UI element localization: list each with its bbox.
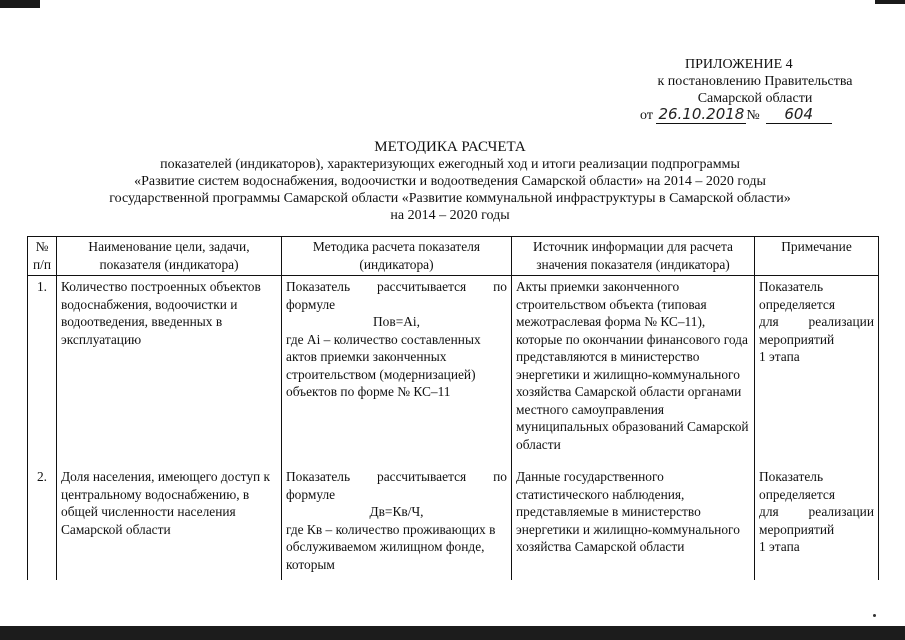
information-source: Акты приемки законченного строительством объекта (типовая межотраслевая форма № КС–11), которые по окончании финансового года представляются в министерство энергетики и жилищно-коммунального хозяйства Самарской области органами местного самоуправления муниципальных образований Самарской области xyxy=(512,276,755,467)
table-header-row xyxy=(28,237,879,276)
calculation-method xyxy=(282,466,512,580)
row-number: 1. xyxy=(28,276,57,467)
note xyxy=(755,276,879,467)
handwritten-number: 604 xyxy=(766,106,832,124)
heading-line: «Развитие систем водоснабжения, водоочистки и водоотведения Самарской области» на 2014 – 2020 годы xyxy=(134,174,766,189)
note-line: для реализации xyxy=(759,504,874,519)
annex-resolution-line: к постановлению Правительства xyxy=(657,74,853,89)
note-line: для реализации xyxy=(759,314,874,329)
indicator-name: Количество построенных объектов водоснабжения, водоочистки и водоотведения, введенных в эксплуатацию xyxy=(57,276,282,467)
annex-header xyxy=(640,56,870,107)
scan-corner-mark xyxy=(0,0,40,8)
note-line: мероприятий xyxy=(759,331,835,347)
note-line: определяется xyxy=(759,486,835,502)
scan-bottom-edge xyxy=(0,626,905,640)
page-title: МЕТОДИКА РАСЧЕТА xyxy=(374,139,526,155)
method-intro-cont: формуле xyxy=(286,296,336,312)
method-intro: Показатель рассчитывается по xyxy=(286,279,507,294)
note-line: 1 этапа xyxy=(759,539,800,554)
note-line: Показатель xyxy=(759,279,824,294)
note-line: 1 этапа xyxy=(759,349,800,364)
scan-corner-mark-right xyxy=(875,0,905,4)
number-label: № xyxy=(746,108,760,123)
note-line: определяется xyxy=(759,296,835,312)
table-row xyxy=(28,466,879,580)
method-formula: Пов=Аi, xyxy=(373,314,420,329)
col-header-note: Примечание xyxy=(755,237,879,276)
indicator-name: Доля населения, имеющего доступ к центральному водоснабжению, в общей численности населения Самарской области xyxy=(57,466,282,580)
col-header-name: Наименование цели, задачи, показателя (индикатора) xyxy=(57,237,282,276)
method-intro-cont: формуле xyxy=(286,486,336,502)
row-number: 2. xyxy=(28,466,57,580)
information-source: Данные государственного статистического наблюдения, представляемые в министерство энергетики и жилищно-коммунального хозяйства Самарской области xyxy=(512,466,755,580)
annex-title: ПРИЛОЖЕНИЕ 4 xyxy=(685,57,793,72)
methodology-table xyxy=(27,236,879,580)
scan-speck xyxy=(873,614,876,617)
note-line: Показатель xyxy=(759,469,824,484)
col-header-source: Источник информации для расчета значения показателя (индикатора) xyxy=(512,237,755,276)
note xyxy=(755,466,879,580)
heading-line: показателей (индикаторов), характеризующих ежегодный ход и итоги реализации подпрограммы xyxy=(160,157,740,172)
method-text: где Кв – количество проживающих в обслуживаемом жилищном фонде, которым xyxy=(286,521,496,572)
annex-date-line xyxy=(640,106,832,124)
method-text: где Аi – количество составленных актов приемки законченных строительством (модернизацией) объектов по форме № КС–11 xyxy=(286,331,481,399)
col-header-num: № п/п xyxy=(28,237,57,276)
annex-region-line: Самарской области xyxy=(697,91,813,106)
calculation-method xyxy=(282,276,512,467)
handwritten-date: 26.10.2018 xyxy=(658,105,745,123)
date-prefix: от xyxy=(640,108,653,123)
document-heading xyxy=(40,139,860,224)
note-line: мероприятий xyxy=(759,521,835,537)
heading-line: государственной программы Самарской области «Развитие коммунальной инфраструктуры в Самарской области» xyxy=(109,191,791,206)
method-intro: Показатель рассчитывается по xyxy=(286,469,507,484)
col-header-method: Методика расчета показателя (индикатора) xyxy=(282,237,512,276)
heading-line: на 2014 – 2020 годы xyxy=(390,208,510,223)
table-row xyxy=(28,276,879,467)
method-formula: Дв=Кв/Ч, xyxy=(369,504,424,519)
